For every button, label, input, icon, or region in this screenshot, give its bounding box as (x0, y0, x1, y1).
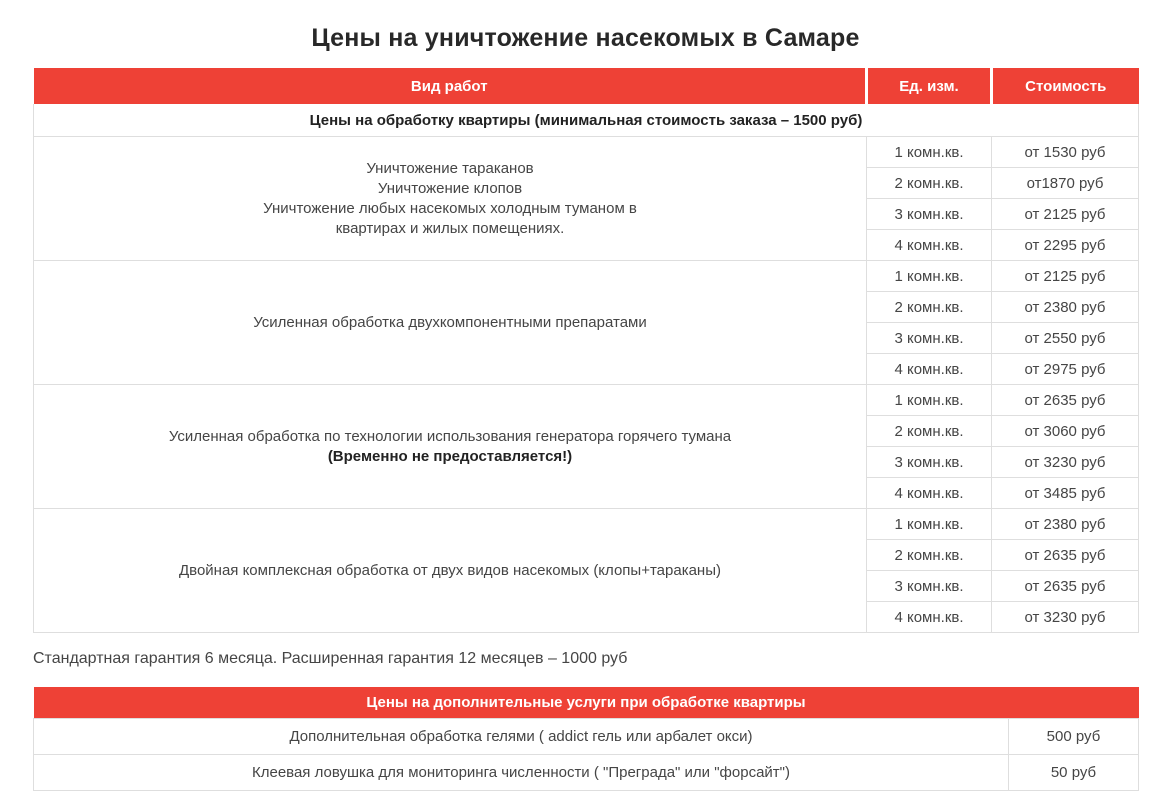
table-header-row (34, 68, 1139, 104)
unit-cell: 3 комн.кв. (867, 199, 992, 230)
unit-cell: 3 комн.кв. (867, 323, 992, 354)
unit-cell: 4 комн.кв. (867, 354, 992, 385)
unit-cell: 1 комн.кв. (867, 509, 992, 540)
service-cell (34, 509, 867, 633)
price-cell: от 2975 руб (992, 354, 1139, 385)
unit-cell: 3 комн.кв. (867, 571, 992, 602)
service-cell (34, 261, 867, 385)
unit-cell: 1 комн.кв. (867, 385, 992, 416)
price-cell: от 2635 руб (992, 571, 1139, 602)
table-row (34, 137, 1139, 168)
guarantee-note: Стандартная гарантия 6 месяца. Расширенная гарантия 12 месяцев – 1000 руб (33, 650, 628, 667)
price-cell: от 3230 руб (992, 602, 1139, 633)
unit-cell: 2 комн.кв. (867, 168, 992, 199)
extras-price-table (33, 687, 1139, 791)
service-cell: Клеевая ловушка для мониторинга численности ( "Преграда" или "форсайт") (34, 755, 1009, 791)
price-cell: от 2380 руб (992, 292, 1139, 323)
service-line: Уничтожение любых насекомых холодным туманом в (263, 199, 637, 217)
price-cell: от 1530 руб (992, 137, 1139, 168)
column-header-unit: Ед. изм. (867, 68, 992, 104)
price-cell: от1870 руб (992, 168, 1139, 199)
service-cell (34, 385, 867, 509)
unit-cell: 3 комн.кв. (867, 447, 992, 478)
price-cell: от 2635 руб (992, 540, 1139, 571)
unit-cell: 1 комн.кв. (867, 137, 992, 168)
price-cell: от 3485 руб (992, 478, 1139, 509)
unit-cell: 2 комн.кв. (867, 416, 992, 447)
unit-cell: 1 комн.кв. (867, 261, 992, 292)
table-row (34, 509, 1139, 540)
service-line: Усиленная обработка по технологии использования генератора горячего тумана (168, 427, 732, 445)
service-line: Двойная комплексная обработка от двух видов насекомых (клопы+тараканы) (178, 561, 721, 579)
page-title: Цены на уничтожение насекомых в Самаре (311, 24, 860, 52)
column-header-price: Стоимость (992, 68, 1139, 104)
table-row (34, 385, 1139, 416)
main-price-table (33, 68, 1139, 633)
service-line: Уничтожение клопов (377, 179, 523, 197)
table-row (34, 261, 1139, 292)
price-cell: от 2125 руб (992, 199, 1139, 230)
section-header-row (34, 104, 1139, 137)
unit-cell: 4 комн.кв. (867, 478, 992, 509)
price-cell: от 2550 руб (992, 323, 1139, 354)
price-cell: от 3060 руб (992, 416, 1139, 447)
price-cell: от 2635 руб (992, 385, 1139, 416)
price-cell: 50 руб (1009, 755, 1139, 791)
table-row (34, 755, 1139, 791)
section-header-text: Цены на обработку квартиры (минимальная стоимость заказа – 1500 руб) (34, 104, 1139, 137)
service-cell: Дополнительная обработка гелями ( addict гель или арбалет окси) (34, 719, 1009, 755)
price-cell: 500 руб (1009, 719, 1139, 755)
price-cell: от 2295 руб (992, 230, 1139, 261)
column-header-service: Вид работ (34, 68, 867, 104)
price-cell: от 3230 руб (992, 447, 1139, 478)
price-cell: от 2125 руб (992, 261, 1139, 292)
unit-cell: 4 комн.кв. (867, 230, 992, 261)
table-row (34, 719, 1139, 755)
unit-cell: 2 комн.кв. (867, 540, 992, 571)
unit-cell: 4 комн.кв. (867, 602, 992, 633)
unit-cell: 2 комн.кв. (867, 292, 992, 323)
extras-header-text: Цены на дополнительные услуги при обработке квартиры (34, 687, 1139, 719)
extras-header-row (34, 687, 1139, 719)
service-line: Усиленная обработка двухкомпонентными препаратами (253, 313, 647, 331)
service-note: (Временно не предоставляется!) (327, 447, 573, 465)
service-line: Уничтожение тараканов (366, 159, 534, 177)
price-cell: от 2380 руб (992, 509, 1139, 540)
service-line: квартирах и жилых помещениях. (335, 219, 565, 237)
service-cell (34, 137, 867, 261)
